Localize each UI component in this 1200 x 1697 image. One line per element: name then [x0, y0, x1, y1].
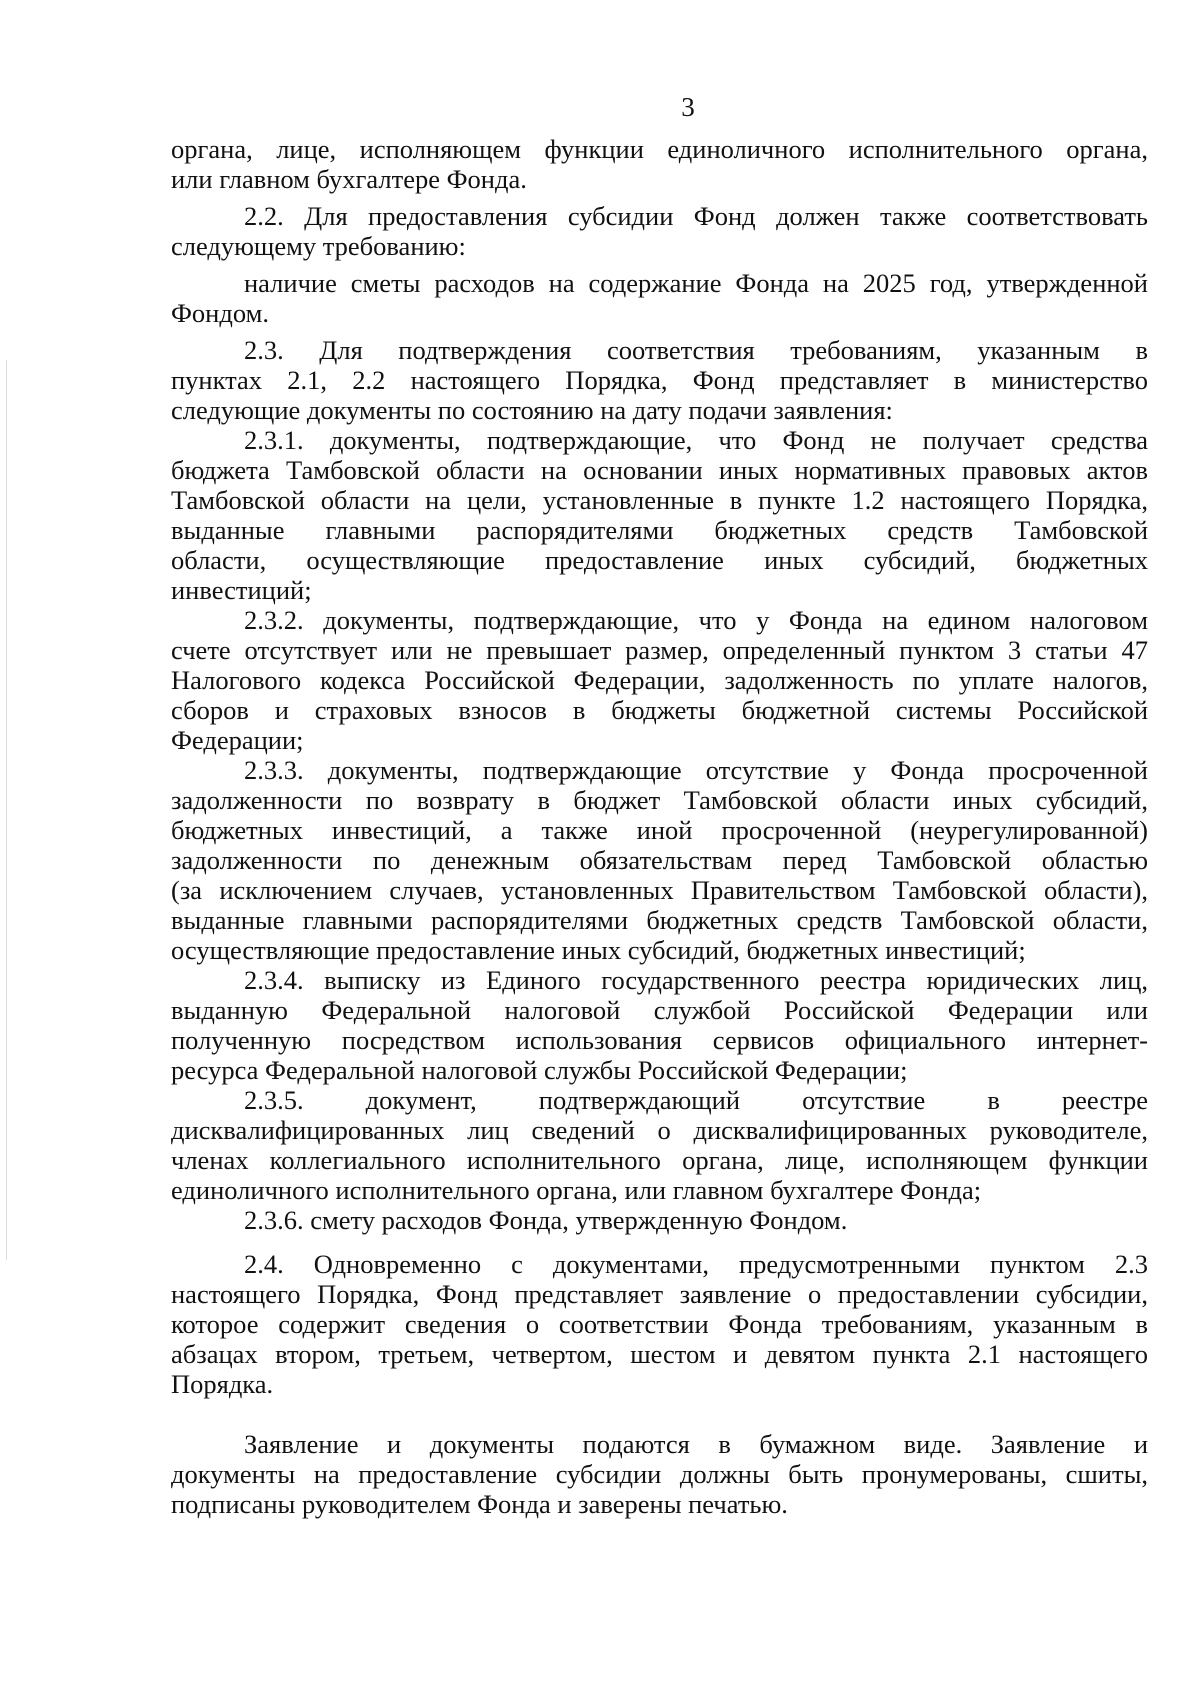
text-line: пунктах 2.1, 2.2 настоящего Порядка, Фонд представляет в министерство: [171, 365, 1148, 395]
text-line: наличие сметы расходов на содержание Фонда на 2025 год, утвержденной: [244, 268, 1148, 298]
text-line: документы на предоставление субсидии должны быть пронумерованы, сшиты,: [171, 1459, 1148, 1489]
text-line: бюджета Тамбовской области на основании иных нормативных правовых актов: [171, 455, 1148, 485]
text-line: (за исключением случаев, установленных Правительством Тамбовской области),: [171, 875, 1148, 905]
text-line: членах коллегиального исполнительного органа, лице, исполняющем функции: [171, 1145, 1148, 1175]
text-line: Налогового кодекса Российской Федерации, задолженность по уплате налогов,: [171, 665, 1148, 695]
text-line: Фондом.: [171, 298, 269, 328]
paragraph-2-3-3: [171, 755, 1148, 965]
paragraph-2-3-2: [171, 605, 1148, 755]
page-number: 3: [681, 92, 695, 122]
text-line: единоличного исполнительного органа, или главном бухгалтере Фонда;: [171, 1175, 982, 1205]
text-line: органа, лице, исполняющем функции единоличного исполнительного органа,: [171, 134, 1148, 164]
text-line: следующие документы по состоянию на дату подачи заявления:: [171, 395, 893, 425]
text-line: настоящего Порядка, Фонд представляет заявление о предоставлении субсидии,: [171, 1279, 1148, 1309]
text-line: дисквалифицированных лиц сведений о дисквалифицированных руководителе,: [171, 1115, 1148, 1145]
text-line: абзацах втором, третьем, четвертом, шестом и девятом пункта 2.1 настоящего: [171, 1339, 1148, 1369]
text-line: выданные главными распорядителями бюджетных средств Тамбовской: [171, 515, 1148, 545]
paragraph-continuation: [171, 134, 1148, 194]
text-line: подписаны руководителем Фонда и заверены печатью.: [171, 1489, 788, 1519]
text-line: 2.3. Для подтверждения соответствия требованиям, указанным в: [244, 335, 1148, 365]
text-line: сборов и страховых взносов в бюджеты бюджетной системы Российской: [171, 695, 1148, 725]
text-line: или главном бухгалтере Фонда.: [171, 164, 527, 194]
text-line: счете отсутствует или не превышает размер, определенный пунктом 3 статьи 47: [171, 635, 1148, 665]
text-line: 2.3.5. документ, подтверждающий отсутствие в реестре: [244, 1085, 1148, 1115]
text-line: выданные главными распорядителями бюджетных средств Тамбовской области,: [171, 905, 1148, 935]
text-line: 2.3.2. документы, подтверждающие, что у Фонда на едином налоговом: [244, 605, 1148, 635]
text-line: выданную Федеральной налоговой службой Российской Федерации или: [171, 995, 1148, 1025]
text-line: которое содержит сведения о соответствии Фонда требованиям, указанным в: [171, 1309, 1148, 1339]
text-line: 2.3.1. документы, подтверждающие, что Фонд не получает средства: [244, 425, 1148, 455]
paragraph-2-3-1: [171, 425, 1148, 605]
text-line: следующему требованию:: [171, 231, 466, 261]
text-line: Порядка.: [171, 1369, 274, 1399]
text-line: Тамбовской области на цели, установленные в пункте 1.2 настоящего Порядка,: [171, 485, 1148, 515]
text-line: бюджетных инвестиций, а также иной просроченной (неурегулированной): [171, 815, 1148, 845]
text-line: Федерации;: [171, 725, 304, 755]
text-line: 2.4. Одновременно с документами, предусмотренными пунктом 2.3: [244, 1249, 1148, 1279]
paragraph-2-2: [171, 201, 1148, 261]
text-line: задолженности по возврату в бюджет Тамбовской области иных субсидий,: [171, 785, 1148, 815]
paragraph-2-4: [171, 1249, 1148, 1399]
paragraph-2-3-6: [171, 1205, 1148, 1235]
scan-edge-line: [6, 360, 7, 1260]
text-line: задолженности по денежным обязательствам перед Тамбовской областью: [171, 845, 1148, 875]
text-line: ресурса Федеральной налоговой службы Российской Федерации;: [171, 1055, 908, 1085]
paragraph-2-3: [171, 335, 1148, 425]
paragraph-submission: [171, 1429, 1148, 1519]
paragraph-requirement: [171, 268, 1148, 328]
paragraph-2-3-5: [171, 1085, 1148, 1205]
text-line: 2.2. Для предоставления субсидии Фонд должен также соответствовать: [244, 201, 1148, 231]
text-line: 2.3.6. смету расходов Фонда, утвержденную Фондом.: [244, 1205, 848, 1235]
text-line: полученную посредством использования сервисов официального интернет-: [171, 1025, 1148, 1055]
text-line: Заявление и документы подаются в бумажном виде. Заявление и: [244, 1429, 1148, 1459]
text-line: области, осуществляющие предоставление иных субсидий, бюджетных: [171, 545, 1148, 575]
paragraph-2-3-4: [171, 965, 1148, 1085]
document-body: [171, 134, 1148, 1519]
text-line: 2.3.3. документы, подтверждающие отсутствие у Фонда просроченной: [244, 755, 1148, 785]
text-line: осуществляющие предоставление иных субсидий, бюджетных инвестиций;: [171, 935, 1026, 965]
text-line: 2.3.4. выписку из Единого государственного реестра юридических лиц,: [244, 965, 1148, 995]
text-line: инвестиций;: [171, 575, 312, 605]
